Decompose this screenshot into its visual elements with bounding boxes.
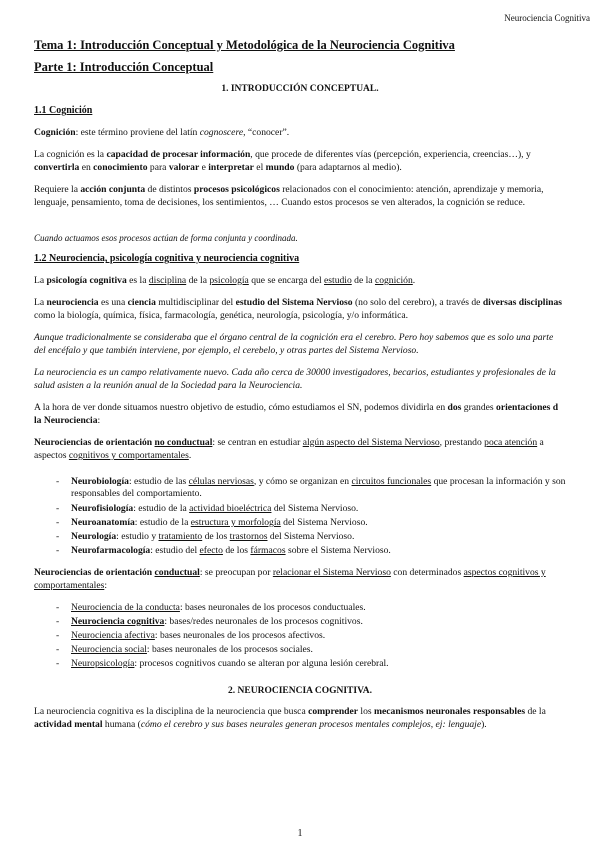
paragraph-note-coordinada: Cuando actuamos esos procesos actúan de forma conjunta y coordinada. <box>34 233 298 243</box>
section-heading-1: 1. INTRODUCCIÓN CONCEPTUAL. <box>221 84 379 94</box>
list-item: - Neurofisiología: estudio de la actividad bioeléctrica del Sistema Nervioso. <box>56 503 359 514</box>
paragraph-accion-conjunta: Requiere la acción conjunta de distintos procesos psicológicos relacionados con el conocimiento: atención, aprendizaje y memoria, lenguaje, pensamiento, toma de decisiones, los sentimientos, … Cuando estos procesos se ven alterados, la cognición se reduce. <box>34 184 544 209</box>
part-title: Parte 1: Introducción Conceptual <box>34 60 214 74</box>
section-heading-2: 2. NEUROCIENCIA COGNITIVA. <box>228 686 372 696</box>
list-item: - Neurociencia de la conducta: bases neuronales de los procesos conductuales. <box>56 602 366 613</box>
paragraph-neurociencia: La neurociencia es una ciencia multidisciplinar del estudio del Sistema Nervioso (no solo del cerebro), a través de diversas disciplinas como la biología, química, física, farmacología, genética, neurología, psicología, y/o informática. <box>34 297 562 322</box>
paragraph-note-encefalo: Aunque tradicionalmente se consideraba que el órgano central de la cognición era el cerebro. Pero hoy sabemos que es solo una parte del encéfalo y que también interviene, por ejemplo, el cerebelo, y otras partes del Sistema Nervioso. <box>34 332 554 357</box>
paragraph-cognicion-capacity: La cognición es la capacidad de procesar información, que procede de diferentes vías (percepción, experiencia, creencias…), y convertirla en conocimiento para valorar e interpretar el mundo (para adaptarnos al medio). <box>34 149 531 174</box>
paragraph-cognicion-definition: Cognición: este término proviene del latín cognoscere, “conocer”. <box>34 127 290 138</box>
list-item: - Neuroanatomía: estudio de la estructura y morfología del Sistema Nervioso. <box>56 517 368 528</box>
paragraph-neurociencia-cognitiva: La neurociencia cognitiva es la disciplina de la neurociencia que busca comprender los mecanismos neuronales responsables de la actividad mental humana (cómo el cerebro y sus bases neurales generan procesos mentales complejos, ej: lenguaje). <box>34 706 546 731</box>
running-header: Neurociencia Cognitiva <box>504 13 590 23</box>
subsection-heading-1-1: 1.1 Cognición <box>34 105 93 116</box>
list-item: - Neurociencia social: bases neuronales de los procesos sociales. <box>56 644 313 655</box>
paragraph-psicologia-cognitiva: La psicología cognitiva es la disciplina de la psicología que se encarga del estudio de la cognición. <box>34 275 416 286</box>
list-item: - Neurociencia afectiva: bases neuronales de los procesos afectivos. <box>56 630 326 641</box>
paragraph-note-campo-nuevo: La neurociencia es un campo relativamente nuevo. Cada año cerca de 30000 investigadores, becarios, estudiantes y profesionales de la salud asisten a la reunión anual de la Sociedad para la Neurociencia. <box>34 367 556 392</box>
paragraph-dos-orientaciones: A la hora de ver donde situamos nuestro objetivo de estudio, cómo estudiamos el SN, podemos dividirla en dos grandes orientaciones d la Neurociencia: <box>34 402 559 427</box>
document-title: Tema 1: Introducción Conceptual y Metodológica de la Neurociencia Cognitiva <box>34 38 455 52</box>
list-item: - Neurofarmacología: estudio del efecto de los fármacos sobre el Sistema Nervioso. <box>56 545 391 556</box>
paragraph-orientacion-no-conductual: Neurociencias de orientación no conductual: se centran en estudiar algún aspecto del Sistema Nervioso, prestando poca atención a aspectos cognitivos y comportamentales. <box>34 437 544 462</box>
list-item: - Neurología: estudio y tratamiento de los trastornos del Sistema Nervioso. <box>56 531 355 542</box>
list-item: - Neuropsicología: procesos cognitivos cuando se alteran por alguna lesión cerebral. <box>56 658 389 669</box>
paragraph-orientacion-conductual: Neurociencias de orientación conductual: se preocupan por relacionar el Sistema Nervioso con determinados aspectos cognitivos y comportamentales: <box>34 567 546 592</box>
subsection-heading-1-2: 1.2 Neurociencia, psicología cognitiva y neurociencia cognitiva <box>34 253 300 264</box>
list-item: - Neurociencia cognitiva: bases/redes neuronales de los procesos cognitivos. <box>56 616 363 627</box>
page-number: 1 <box>297 828 303 839</box>
list-item: - Neurobiología: estudio de las células nerviosas, y cómo se organizan en circuitos funcionales que procesan la información y son responsables del comportamiento. <box>56 476 566 499</box>
